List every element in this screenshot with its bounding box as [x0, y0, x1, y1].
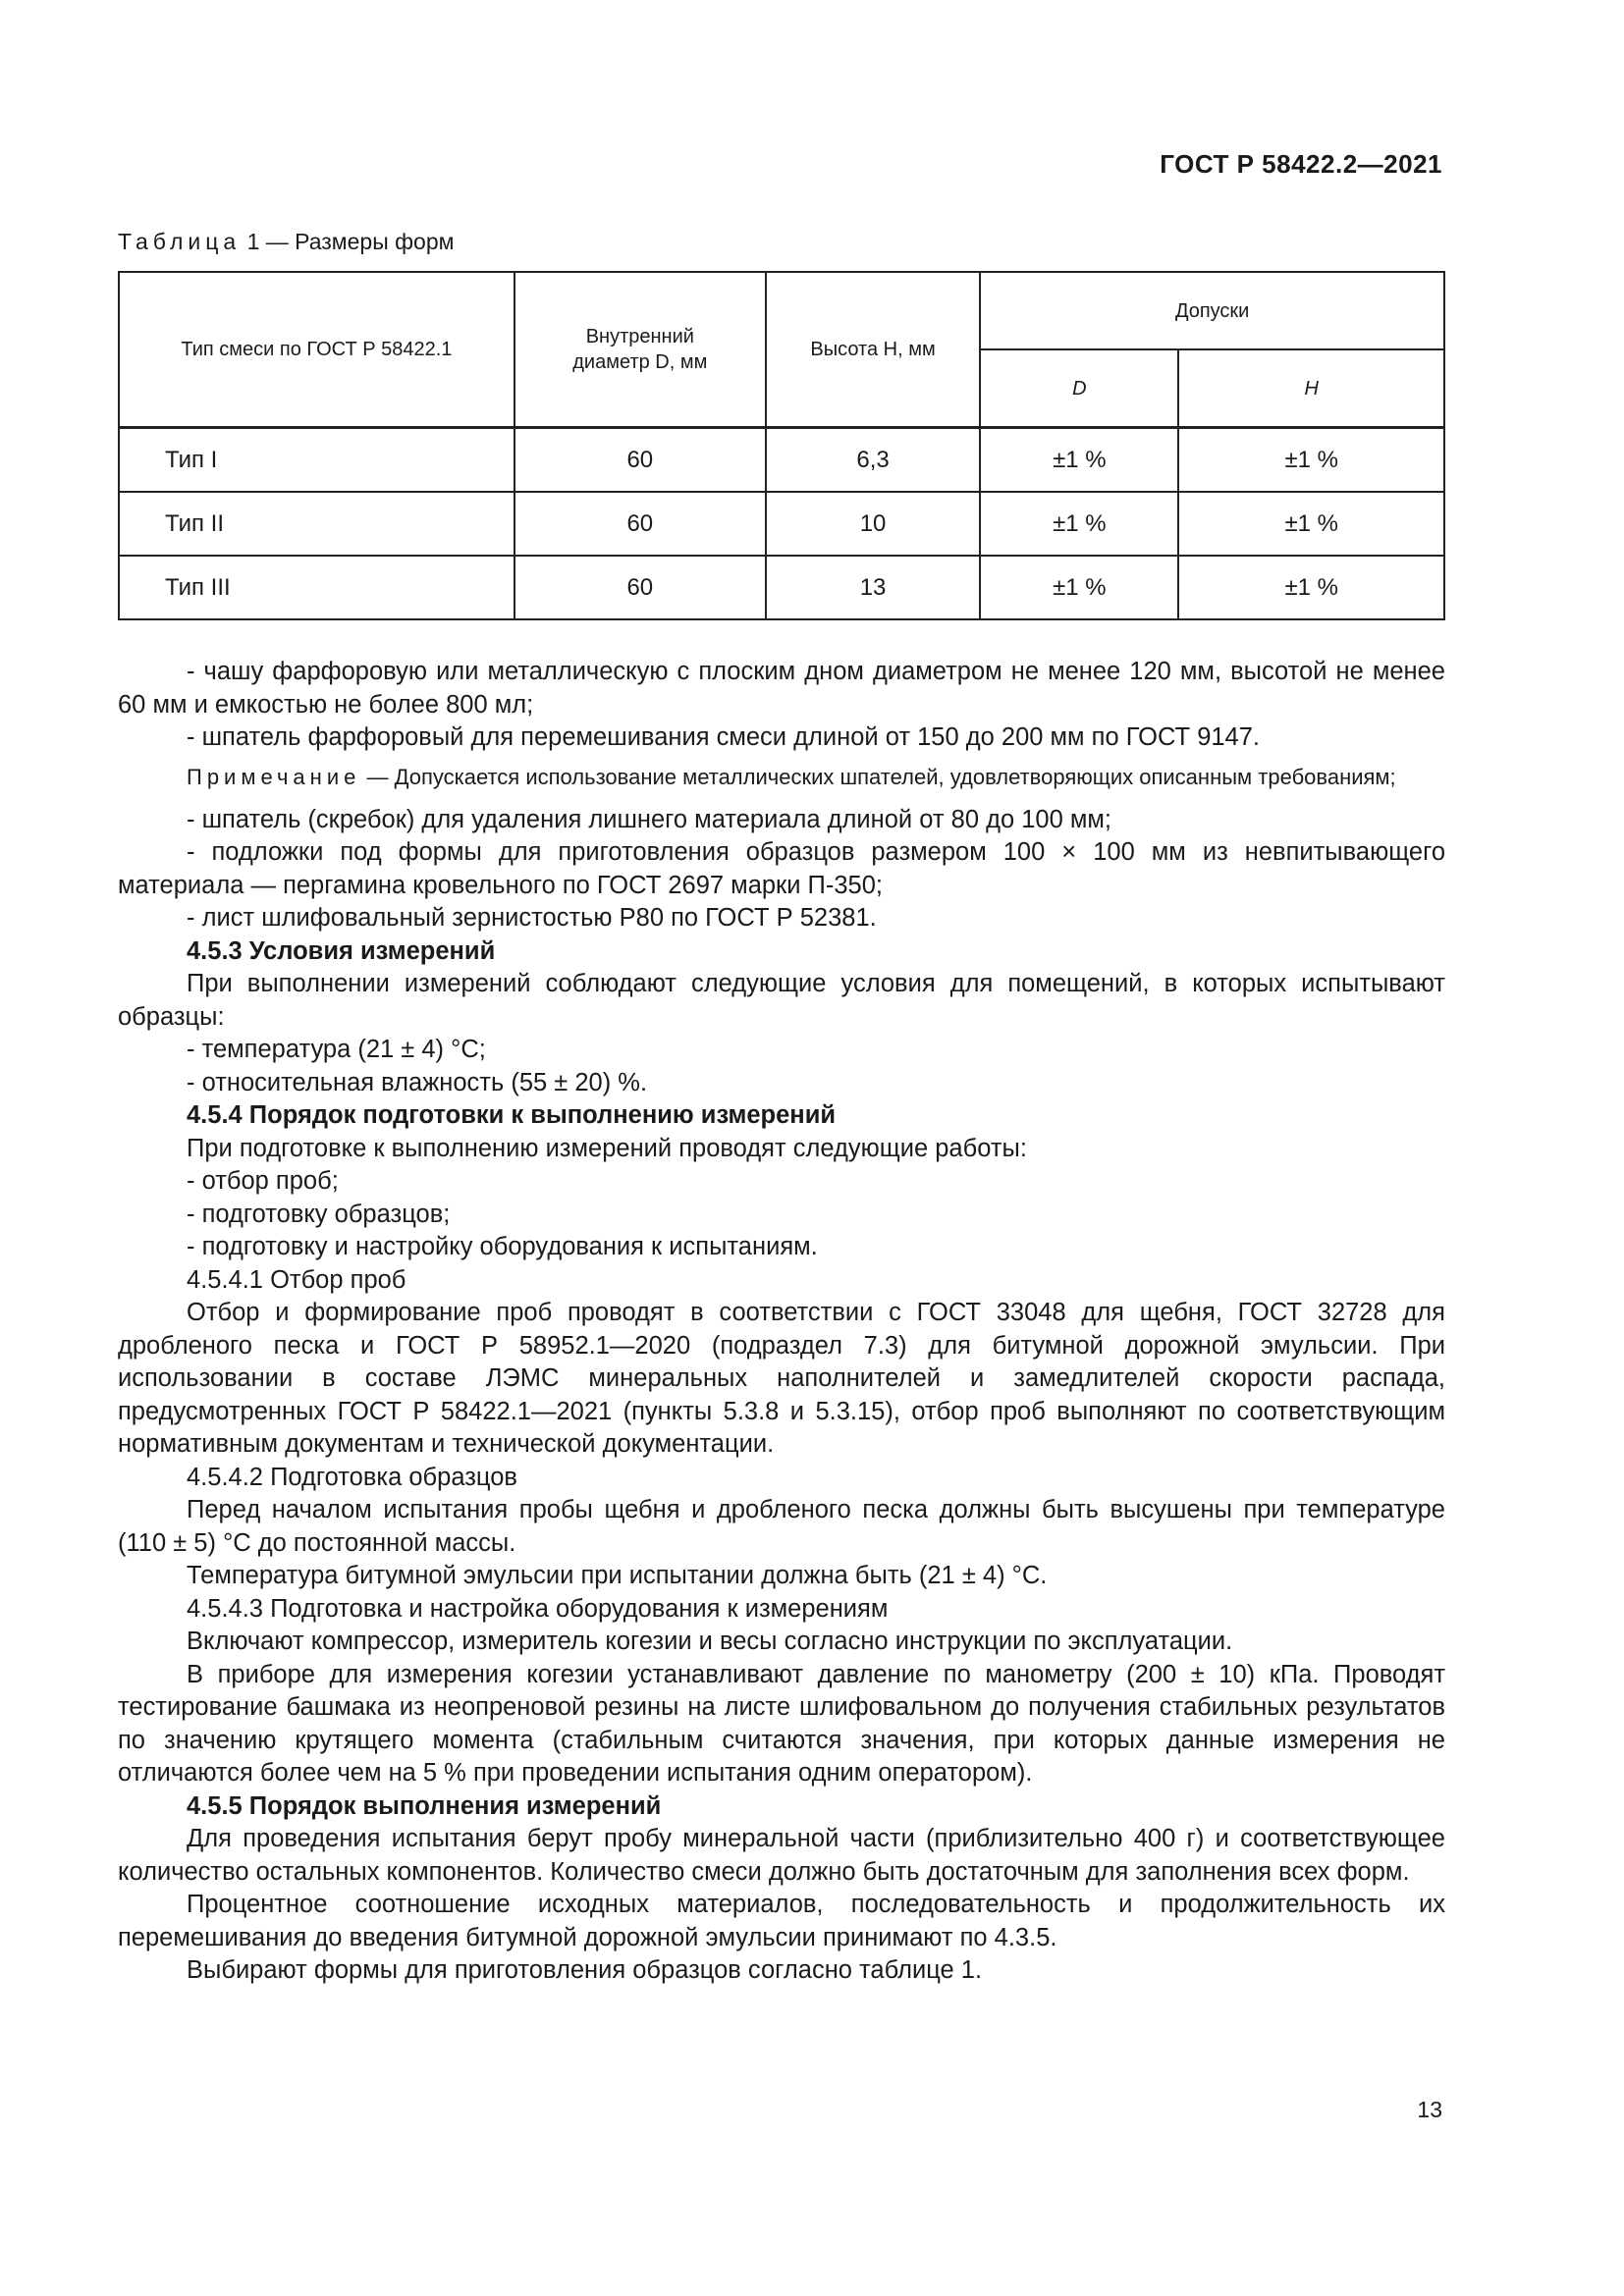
- list-item: - шпатель фарфоровый для перемешивания смеси длиной от 150 до 200 мм по ГОСТ 9147.: [187, 723, 1261, 751]
- table-caption: [118, 229, 454, 255]
- header-tol-h: H: [1178, 349, 1444, 428]
- table-caption-title: 1 — Размеры форм: [241, 229, 455, 254]
- paragraph: В приборе для измерения когезии устанавливают давление по манометру (200 ± 10) кПа. Проводят тестирование башмака из неопреновой резины на листе шлифовальном до получения стабильных результатов по значению крутящего момента (стабильным считаются значения, при которых данные измерения не отличаются более чем на 5 % при проведении испытания одним оператором).: [118, 1660, 1445, 1787]
- note-text: — Допускается использование металлических шпателей, удовлетворяющих описанным требованиям;: [360, 764, 1396, 789]
- table-row: [119, 492, 1444, 556]
- table-caption-label: Таблица: [118, 229, 242, 254]
- list-item: - относительная влажность (55 ± 20) %.: [187, 1068, 648, 1096]
- paragraph: Отбор и формирование проб проводят в соответствии с ГОСТ 33048 для щебня, ГОСТ 32728 для дробленого песка и ГОСТ Р 58952.1—2020 (подраздел 7.3) для битумной дорожной эмульсии. При использовании в составе ЛЭМС минеральных наполнителей и замедлителей скорости распада, предусмотренных ГОСТ Р 58422.1—2021 (пункты 5.3.8 и 5.3.15), отбор проб выполняют по соответствующим нормативным документам и технической документации.: [118, 1299, 1445, 1458]
- header-tolerances: Допуски: [980, 272, 1444, 349]
- header-tol-d: D: [980, 349, 1178, 428]
- list-item: - подложки под формы для приготовления образцов размером 100 × 100 мм из невпитывающего материала — пергамина кровельного по ГОСТ 2697 марки П-350;: [118, 838, 1445, 899]
- header-diameter: Внутренний диаметр D, мм: [514, 272, 766, 428]
- cell-diameter: 60: [514, 492, 766, 556]
- subsection-heading: 4.5.4.2 Подготовка образцов: [187, 1463, 517, 1491]
- section-heading: 4.5.3 Условия измерений: [187, 936, 496, 965]
- cell-tol-h: ±1 %: [1178, 556, 1444, 619]
- body-text: [118, 656, 1445, 1988]
- list-item: - отбор проб;: [187, 1167, 339, 1195]
- subsection-heading: 4.5.4.3 Подготовка и настройка оборудования к измерениям: [187, 1594, 889, 1623]
- list-item: - шпатель (скребок) для удаления лишнего материала длиной от 80 до 100 мм;: [187, 805, 1112, 833]
- forms-dimensions-table: [118, 271, 1445, 620]
- section-heading: 4.5.5 Порядок выполнения измерений: [187, 1791, 662, 1820]
- table-row: [119, 428, 1444, 493]
- list-item: - лист шлифовальный зернистостью Р80 по ГОСТ Р 52381.: [187, 904, 877, 932]
- cell-height: 10: [766, 492, 981, 556]
- paragraph: Для проведения испытания берут пробу минеральной части (приблизительно 400 г) и соответствующее количество остальных компонентов. Количество смеси должно быть достаточным для заполнения всех форм.: [118, 1825, 1445, 1886]
- list-item: - температура (21 ± 4) °С;: [187, 1036, 486, 1063]
- cell-height: 6,3: [766, 428, 981, 493]
- cell-height: 13: [766, 556, 981, 619]
- section-heading: 4.5.4 Порядок подготовки к выполнению измерений: [187, 1101, 837, 1129]
- cell-type: Тип III: [119, 556, 514, 619]
- list-item: - чашу фарфоровую или металлическую с плоским дном диаметром не менее 120 мм, высотой не менее 60 мм и емкостью не более 800 мл;: [118, 658, 1445, 719]
- paragraph: Перед началом испытания пробы щебня и дробленого песка должны быть высушены при температуре (110 ± 5) °С до постоянной массы.: [118, 1496, 1445, 1557]
- document-code: ГОСТ Р 58422.2—2021: [1160, 149, 1442, 179]
- header-mix-type: Тип смеси по ГОСТ Р 58422.1: [119, 272, 514, 428]
- paragraph: При подготовке к выполнению измерений проводят следующие работы:: [187, 1134, 1027, 1162]
- cell-tol-d: ±1 %: [980, 556, 1178, 619]
- cell-tol-h: ±1 %: [1178, 428, 1444, 493]
- list-item: - подготовку и настройку оборудования к испытаниям.: [187, 1233, 818, 1260]
- note-label: Примечание: [187, 764, 361, 789]
- cell-tol-d: ±1 %: [980, 428, 1178, 493]
- paragraph: При выполнении измерений соблюдают следующие условия для помещений, в которых испытывают образцы:: [118, 970, 1445, 1031]
- paragraph: Процентное соотношение исходных материалов, последовательность и продолжительность их перемешивания до введения битумной дорожной эмульсии принимают по 4.3.5.: [118, 1891, 1445, 1951]
- header-height: Высота H, мм: [766, 272, 981, 428]
- list-item: - подготовку образцов;: [187, 1200, 451, 1228]
- page-number: 13: [1417, 2097, 1442, 2122]
- paragraph: Температура битумной эмульсии при испытании должна быть (21 ± 4) °С.: [187, 1562, 1048, 1589]
- cell-type: Тип I: [119, 428, 514, 493]
- cell-type: Тип II: [119, 492, 514, 556]
- cell-tol-h: ±1 %: [1178, 492, 1444, 556]
- cell-diameter: 60: [514, 428, 766, 493]
- paragraph: Выбирают формы для приготовления образцов согласно таблице 1.: [187, 1956, 983, 1984]
- subsection-heading: 4.5.4.1 Отбор проб: [187, 1265, 406, 1294]
- table-row: [119, 556, 1444, 619]
- paragraph: Включают компрессор, измеритель когезии и весы согласно инструкции по эксплуатации.: [187, 1628, 1233, 1655]
- note: [118, 763, 1445, 792]
- cell-tol-d: ±1 %: [980, 492, 1178, 556]
- cell-diameter: 60: [514, 556, 766, 619]
